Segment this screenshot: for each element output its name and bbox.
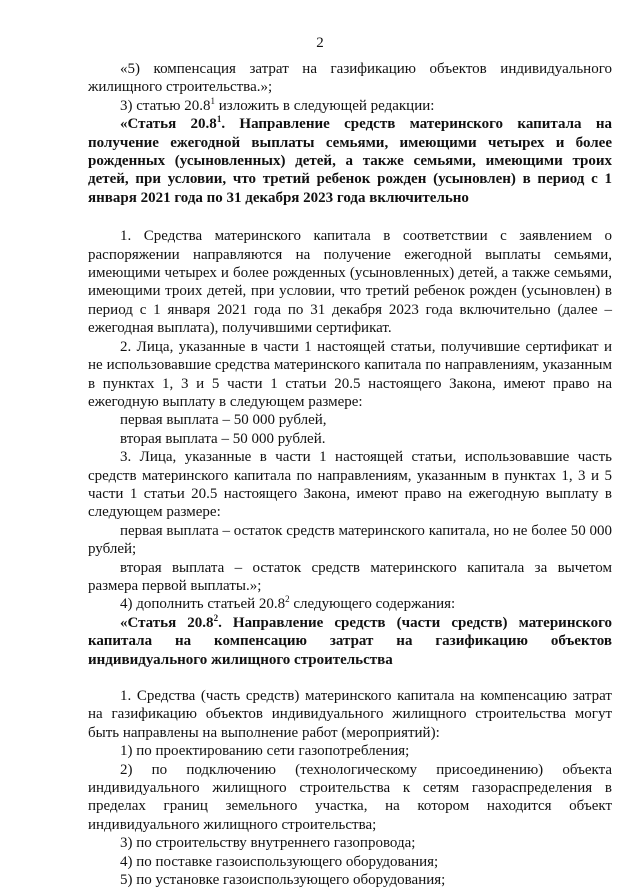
list-item: 3) по строительству внутреннего газопровода; — [120, 835, 416, 852]
list-item: 2) по подключению (технологическому присоединению) объекта индивидуального жилищного строительства к сетям газораспределения в пределах границ земельного участка, на котором находится объект индивидуального жилищного строительства; — [88, 761, 612, 833]
document-body — [88, 60, 612, 889]
paragraph: 1. Средства материнского капитала в соответствии с заявлением о распоряжении направляются на получение ежегодной выплаты семьями, имеющими четырех и более рожденных (усыновленных) детей, а также семьями, имеющими троих детей, при условии, что третий ребенок рожден (усыновлен) в период с 1 января 2021 года по 31 декабря 2023 года включительно (далее – ежегодная выплата), получившими сертификат. — [88, 228, 612, 337]
text-run: «Статья 20.8 — [120, 614, 214, 631]
text-run: . Направление средств материнского капитала на получение ежегодной выплаты семьями, имеющими четырех и более рожденных (усыновленных) детей, а также семьями, имеющими троих детей, при условии, что третий ребенок рожден (усыновлен) в период с 1 января 2021 года по 31 декабря 2023 года включительно — [88, 116, 612, 206]
spacer — [88, 669, 612, 687]
list-item: 1) по проектированию сети газопотребления; — [120, 743, 410, 760]
text-run: «Статья 20.8 — [120, 116, 217, 133]
paragraph — [88, 595, 612, 613]
paragraph: 2. Лица, указанные в части 1 настоящей статьи, получившие сертификат и не использовавшие средства материнского капитала по направлениям, указанным в пунктах 1, 3 и 5 части 1 статьи 20.5 настоящего Закона, имеют право на ежегодную выплату в следующем размере: — [88, 338, 612, 410]
text-run: . Направление средств (части средств) материнского капитала на компенсацию затрат на газификацию объектов индивидуального жилищного строительства — [88, 614, 613, 668]
text-run: 4) дополнить статьей 20.8 — [120, 596, 286, 613]
article-heading — [88, 614, 612, 669]
list-item: 5) по установке газоиспользующего оборудования; — [120, 872, 446, 889]
paragraph: 3. Лица, указанные в части 1 настоящей статьи, использовавшие часть средств материнского капитала по направлениям, указанным в пунктах 1, 3 и 5 части 1 статьи 20.5 настоящего Закона, имеют право на ежегодную выплату в следующем размере: — [88, 449, 612, 521]
paragraph: первая выплата – остаток средств материнского капитала, но не более 50 000 рублей; — [88, 522, 612, 558]
page-number: 2 — [316, 35, 324, 51]
paragraph: первая выплата – 50 000 рублей, — [120, 412, 327, 429]
text-run: 3) статью 20.8 — [120, 97, 211, 114]
paragraph: 1. Средства (часть средств) материнского капитала на компенсацию затрат на газификацию объектов индивидуального жилищного строительства могут быть направлены на выполнение работ (мероприятий): — [88, 688, 612, 741]
article-heading — [88, 115, 612, 207]
text-run: изложить в следующей редакции: — [215, 97, 435, 114]
superscript: 1 — [216, 114, 222, 125]
paragraph: «5) компенсация затрат на газификацию объектов индивидуального жилищного строительства.»; — [88, 61, 612, 96]
superscript: 2 — [213, 612, 219, 623]
paragraph: вторая выплата – остаток средств материнского капитала за вычетом размера первой выплаты.»; — [88, 559, 612, 594]
spacer — [88, 207, 612, 227]
superscript: 1 — [210, 95, 216, 106]
superscript: 2 — [285, 594, 290, 605]
paragraph — [88, 97, 612, 115]
list-item: 4) по поставке газоиспользующего оборудования; — [120, 853, 439, 870]
paragraph: вторая выплата – 50 000 рублей. — [120, 430, 326, 447]
text-run: следующего содержания: — [289, 596, 456, 613]
